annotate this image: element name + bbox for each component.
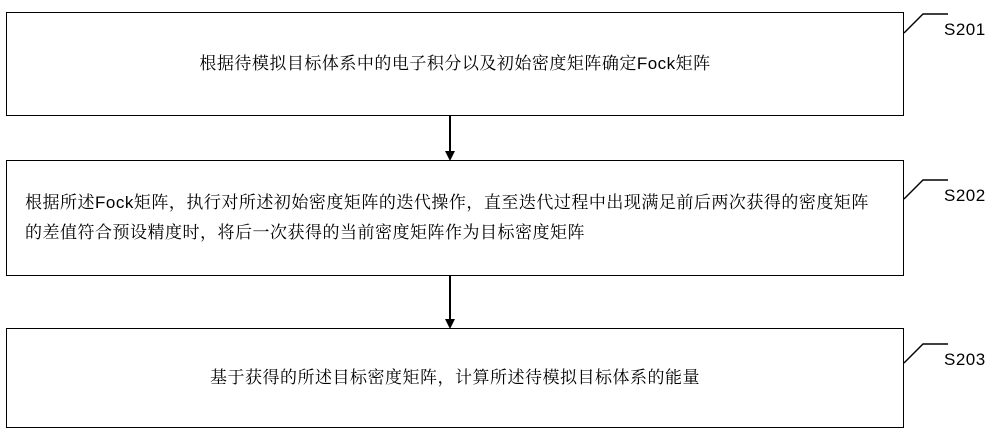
process-box-s201 <box>6 12 904 116</box>
leader-line-s202 <box>903 174 949 200</box>
step-label-s201: S201 <box>944 20 986 39</box>
process-box-s203-text: 基于获得的所述目标密度矩阵，计算所述待模拟目标体系的能量 <box>210 368 700 387</box>
arrow-s202-to-s203 <box>449 276 451 320</box>
leader-line-s201 <box>903 8 949 34</box>
step-label-s202: S202 <box>944 186 986 205</box>
process-box-s203 <box>6 328 904 428</box>
process-box-s202 <box>6 160 904 276</box>
process-box-s201-text: 根据待模拟目标体系中的电子积分以及初始密度矩阵确定Fock矩阵 <box>199 54 711 73</box>
process-box-s202-text: 根据所述Fock矩阵，执行对所述初始密度矩阵的迭代操作，直至迭代过程中出现满足前后两次获得的密度矩阵的差值符合预设精度时，将后一次获得的当前密度矩阵作为目标密度矩阵 <box>25 193 869 242</box>
step-label-s203: S203 <box>944 350 986 369</box>
leader-line-s203 <box>903 338 949 364</box>
arrow-s201-to-s202 <box>449 116 451 152</box>
